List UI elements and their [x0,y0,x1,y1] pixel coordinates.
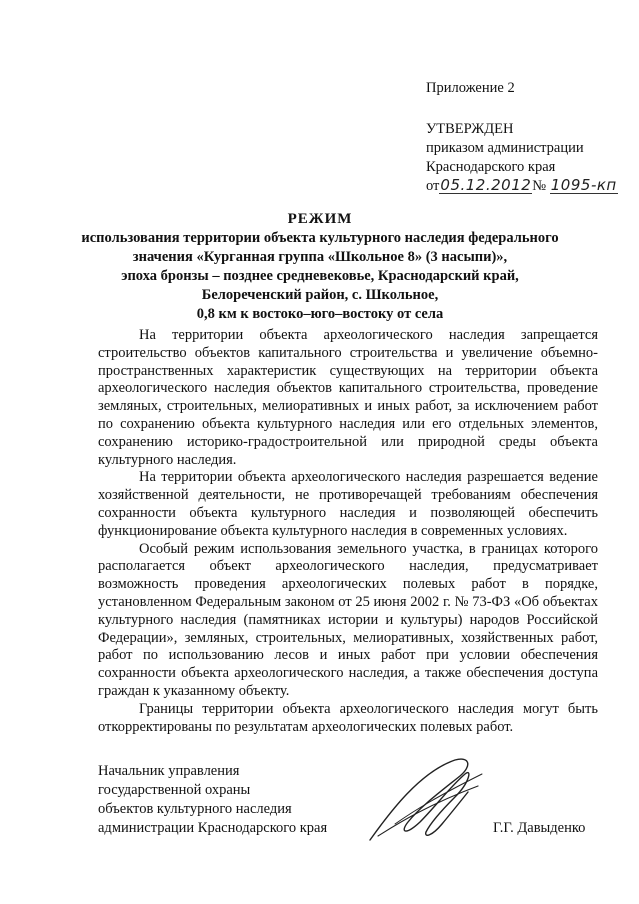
title-line: значения «Курганная группа «Школьное 8» (3 насыпи)», [132,249,508,265]
signer-position-line: администрации Краснодарского края [98,820,328,836]
title-line: эпоха бронзы – позднее средневековье, Краснодарский край, [121,268,519,284]
handwritten-signature [360,752,490,852]
signer-position-line: объектов культурного наследия [98,801,292,817]
number-prefix: № [532,178,547,194]
body-paragraph: Особый режим использования земельного участка, в границах которого располагается объект археологического наследия, предусматривает возможность проведения археологических полевых работ в порядке, установленном Федеральным законом от 25 июня 2002 г. № 73-ФЗ «Об объектах культурного наследия (памятниках истории и культуры) народов Российской Федерации», земляных, строительных, мелиоративных, хозяйственных работ, работ по использованию лесов и иных работ при условии обеспечения сохранности объекта археологического наследия, а также обеспечения доступа граждан к указанному объекту. [98,540,598,699]
signer-name: Г.Г. Давыденко [493,820,586,836]
signature-block [98,762,598,838]
handwritten-date: 05.12.2012 [440,176,532,194]
approval-order-line-1: приказом администрации [426,140,584,156]
body-paragraph: Границы территории объекта археологического наследия могут быть откорректированы по результатам археологических полевых работ. [98,700,598,735]
date-prefix: от [426,178,440,194]
approval-date-number-line [426,177,626,196]
approval-order-line-2: Краснодарского края [426,159,556,175]
body-paragraph: На территории объекта археологического наследия разрешается ведение хозяйственной деятельности, не противоречащей требованиям обеспечения сохранности объекта культурного наследия и позволяющей обеспечить функционирование объекта культурного наследия в современных условиях. [98,469,598,539]
signer-position-line: государственной охраны [98,782,251,798]
handwritten-number: 1095-кп [550,176,617,194]
title-line: Белореченский район, с. Школьное, [201,287,439,303]
document-body [98,327,598,736]
signer-position-line: Начальник управления [98,763,240,779]
title-line: использования территории объекта культурного наследия федерального [81,230,559,246]
approval-block [426,79,626,196]
approved-label: УТВЕРЖДЕН [426,121,514,137]
title-line: 0,8 км к востоко–юго–востоку от села [196,306,444,322]
title-heading: РЕЖИМ [287,211,353,227]
document-title [60,210,580,324]
body-paragraph: На территории объекта археологического наследия запрещается строительство объектов капитального строительства и увеличение объемно-пространственных характеристик существующих на территории объекта археологического наследия объектов капитального строительства, проведение земляных, строительных, мелиоративных и иных работ, за исключением работ по сохранению объекта культурного наследия или его отдельных элементов, сохранению историко-градостроительной или природной среды объекта культурного наследия. [98,327,598,468]
appendix-label: Приложение 2 [426,80,515,96]
